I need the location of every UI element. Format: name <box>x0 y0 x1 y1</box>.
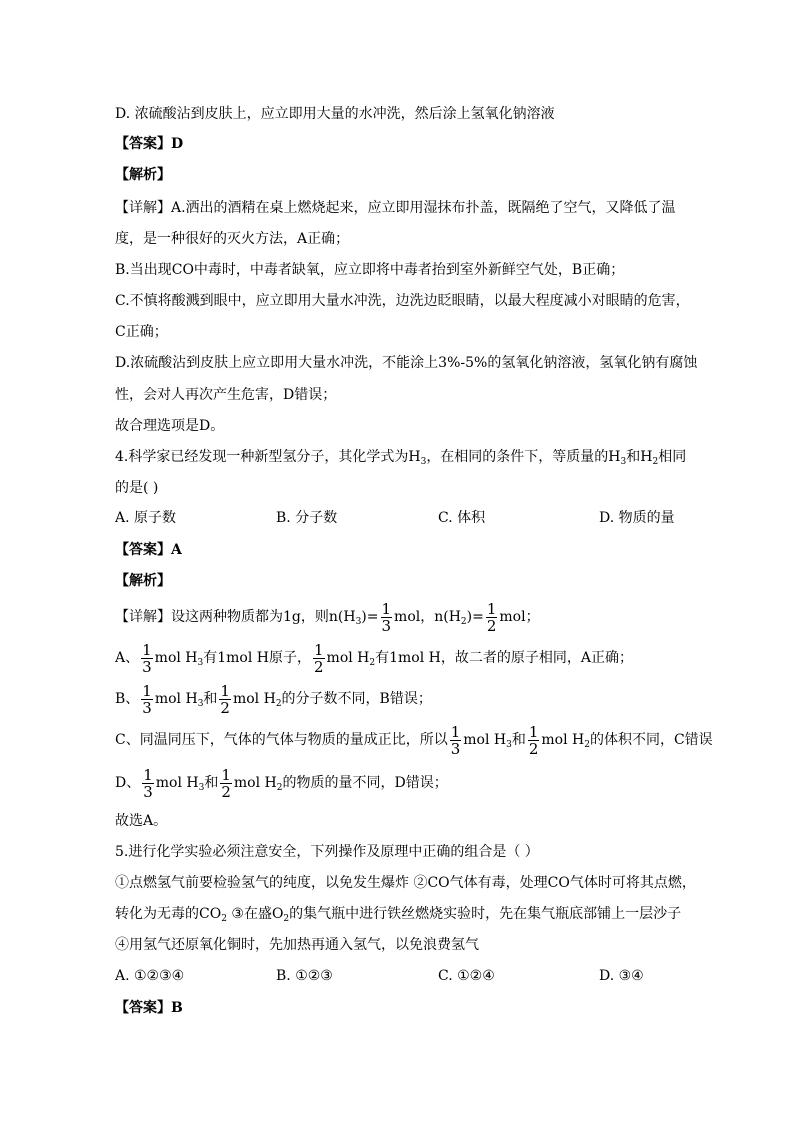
subscript: 3 <box>198 783 205 793</box>
numerator: 1 <box>314 640 324 659</box>
numerator: 1 <box>528 722 539 741</box>
detail-formula-line <box>115 597 540 637</box>
q4-option-a: A. 原子数 <box>115 510 177 526</box>
answer-label: 【答案】A <box>115 542 182 558</box>
text: 【详解】设这两种物质都为1g，则n(H <box>115 609 356 625</box>
text: 和 <box>511 732 526 748</box>
subscript: 3 <box>355 617 362 627</box>
q4-text: 和H <box>626 449 653 465</box>
text: mol H <box>463 732 507 748</box>
detail-line: 【详解】A.洒出的酒精在桌上燃烧起来，应立即用湿抹布扑盖，既隔绝了空气，又降低了温 <box>115 200 676 216</box>
denominator: 2 <box>221 782 231 801</box>
subscript: 2 <box>584 740 590 750</box>
subscript: 2 <box>283 914 290 924</box>
detail-line: 度，是一种很好的灭火方法，A正确； <box>115 231 350 247</box>
numerator: 1 <box>220 681 230 700</box>
question-5-item: ①点燃氢气前要检验氢气的纯度，以免发生爆炸 ②CO气体有毒，处理CO气体时可将其点燃， <box>115 875 696 891</box>
numerator: 1 <box>450 722 461 741</box>
denominator: 3 <box>381 616 392 635</box>
detail-formula-line <box>115 720 713 760</box>
text: 的集气瓶中进行铁丝燃烧实验时，先在集气瓶底部铺上一层沙子 <box>289 906 682 922</box>
question-5-item <box>115 904 681 929</box>
question-4-stem <box>115 447 686 472</box>
fraction <box>450 724 462 757</box>
numerator: 1 <box>142 640 152 659</box>
text: )= <box>466 609 484 625</box>
text: 和 <box>203 691 218 707</box>
denominator: 3 <box>142 698 152 717</box>
subscript: 3 <box>420 457 427 467</box>
fraction <box>313 642 325 675</box>
text: 转化为无毒的CO <box>115 906 222 922</box>
subscript: 2 <box>652 457 659 467</box>
question-4-stem-cont: 的是( ) <box>115 480 159 496</box>
denominator: 2 <box>314 657 324 676</box>
q4-text: 4.科学家已经发现一种新型氢分子，其化学式为H <box>115 449 421 465</box>
fraction <box>381 601 393 634</box>
subscript: 2 <box>460 617 467 627</box>
numerator: 1 <box>381 599 392 618</box>
text: mol H <box>154 650 198 666</box>
fraction <box>141 642 153 675</box>
detail-line: D.浓硫酸沾到皮肤上应立即用大量水冲洗，不能涂上3%-5%的氢氧化钠溶液，氢氧化钠有腐蚀 <box>115 355 698 371</box>
text: B、 <box>115 691 140 707</box>
answer-label: 【答案】B <box>115 1000 183 1016</box>
q5-option-d: D. ③④ <box>599 968 644 984</box>
text: 和 <box>204 775 219 791</box>
subscript: 2 <box>221 914 227 924</box>
text: mol H <box>154 691 198 707</box>
text: mol，n(H <box>394 609 461 625</box>
q4-option-d: D. 物质的量 <box>599 510 675 526</box>
text: mol H <box>232 691 276 707</box>
fraction <box>142 767 154 800</box>
detail-formula-line <box>115 679 432 719</box>
text: A、 <box>115 650 140 666</box>
text: ③在盛O <box>226 906 284 922</box>
subscript: 2 <box>275 699 282 709</box>
text: C、同温同压下，气体的气体与物质的量成正比，所以 <box>115 732 448 748</box>
subscript: 3 <box>197 658 204 668</box>
subscript: 2 <box>276 783 283 793</box>
detail-formula-line <box>115 638 633 678</box>
text: mol H <box>326 650 370 666</box>
detail-line: C.不慎将酸溅到眼中，应立即用大量水冲洗，边洗边眨眼睛，以最大程度减小对眼睛的危害， <box>115 293 690 309</box>
text: D、 <box>115 775 141 791</box>
detail-line: C正确； <box>115 324 168 340</box>
text: 有1mol H，故二者的原子相同，A正确； <box>375 650 633 666</box>
option-d-text: D. 浓硫酸沾到皮肤上，应立即用大量的水冲洗，然后涂上氢氧化钠溶液 <box>115 106 555 122</box>
q5-option-a: A. ①②③④ <box>115 968 185 984</box>
text: )= <box>361 609 379 625</box>
q4-text: 相同 <box>658 449 687 465</box>
text: mol H <box>541 732 585 748</box>
text: mol H <box>155 775 199 791</box>
text: 有1mol H原子， <box>203 650 311 666</box>
subscript: 2 <box>369 658 376 668</box>
denominator: 2 <box>486 616 497 635</box>
detail-line: B.当出现CO中毒时，中毒者缺氧，应立即将中毒者抬到室外新鲜空气处，B正确； <box>115 262 625 278</box>
text: 的体积不同，C错误 <box>589 732 713 748</box>
detail-line: 性，会对人再次产生危害，D错误； <box>115 387 337 403</box>
fraction <box>528 724 540 757</box>
analysis-heading: 【解析】 <box>115 167 171 183</box>
text: 的分子数不同，B错误； <box>281 691 432 707</box>
q4-text: ，在相同的条件下，等质量的H <box>426 449 621 465</box>
question-5-item: ④用氢气还原氧化铜时，先加热再通入氢气，以免浪费氢气 <box>115 937 479 953</box>
denominator: 2 <box>220 698 230 717</box>
text: mol； <box>499 609 540 625</box>
text: mol H <box>233 775 277 791</box>
q5-option-b: B. ①②③ <box>276 968 333 984</box>
denominator: 3 <box>450 739 461 758</box>
fraction <box>141 683 153 716</box>
fraction <box>219 683 231 716</box>
denominator: 2 <box>528 739 539 758</box>
fraction <box>220 767 232 800</box>
q4-option-b: B. 分子数 <box>276 510 338 526</box>
analysis-heading: 【解析】 <box>115 573 171 589</box>
subscript: 3 <box>620 457 627 467</box>
text: 的物质的量不同，D错误； <box>282 775 448 791</box>
subscript: 3 <box>506 740 512 750</box>
conclusion-line: 故选A。 <box>115 813 168 829</box>
fraction <box>486 601 498 634</box>
numerator: 1 <box>221 765 231 784</box>
question-5-stem: 5.进行化学实验必须注意安全，下列操作及原理中正确的组合是（ ） <box>115 844 539 860</box>
numerator: 1 <box>143 765 153 784</box>
denominator: 3 <box>142 657 152 676</box>
denominator: 3 <box>143 782 153 801</box>
detail-formula-line <box>115 763 448 803</box>
subscript: 3 <box>197 699 204 709</box>
answer-label: 【答案】D <box>115 136 184 152</box>
numerator: 1 <box>142 681 152 700</box>
numerator: 1 <box>486 599 497 618</box>
q4-option-c: C. 体积 <box>438 510 486 526</box>
q5-option-c: C. ①②④ <box>438 968 495 984</box>
conclusion-line: 故合理选项是D。 <box>115 418 225 434</box>
